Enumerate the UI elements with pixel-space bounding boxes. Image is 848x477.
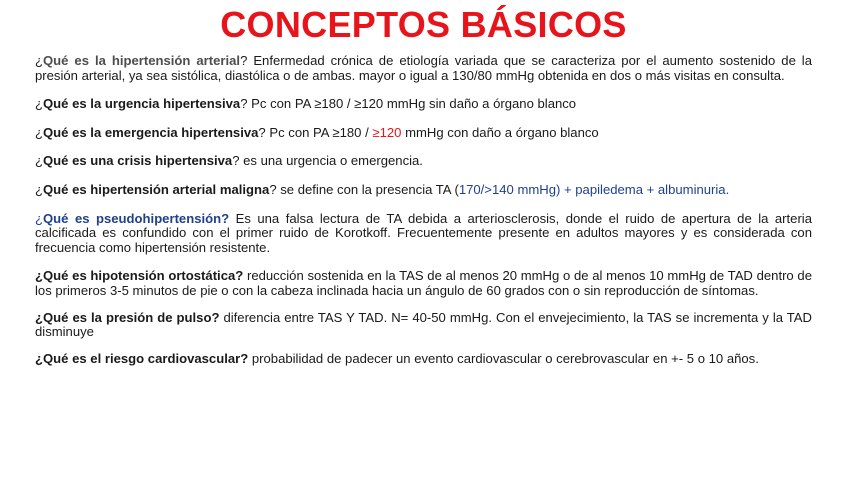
concept-item-hypertension [35, 54, 812, 83]
question-close-mark: ? [240, 53, 248, 68]
answer-text: se define con la presencia TA ( [276, 181, 459, 197]
question-close-mark: ? [258, 124, 266, 140]
concept-list [35, 54, 812, 366]
concept-item-pseudohypertension [35, 212, 812, 256]
question-open-mark: ¿ [35, 96, 43, 112]
question-label: ¿Qué es hipotensión ortostática? [35, 268, 244, 284]
question-label: Qué es pseudohipertensión? [43, 210, 230, 226]
question-label: Qué es la hipertensión arterial [43, 53, 241, 68]
concept-item-cardiovascular-risk [35, 352, 812, 367]
question-open-mark: ¿ [35, 210, 43, 226]
concept-item-orthostatic [35, 269, 812, 298]
answer-text: es una urgencia o emergencia. [239, 153, 423, 169]
answer-text: Pc con PA ≥180 / ≥120 mmHg sin daño a órgano blanco [247, 96, 577, 112]
concept-item-urgency [35, 97, 812, 112]
question-open-mark: ¿ [35, 181, 43, 197]
answer-highlight-red: ≥120 [372, 124, 402, 140]
answer-text-tail: mmHg con daño a órgano blanco [401, 124, 599, 140]
concept-item-emergency [35, 126, 812, 141]
question-label: ¿Qué es la presión de pulso? [35, 309, 220, 325]
slide-title: CONCEPTOS BÁSICOS [220, 4, 627, 45]
question-close-mark: ? [269, 181, 277, 197]
answer-highlight-blue: 170/>140 mmHg) + papiledema + albuminuria. [458, 181, 730, 197]
concept-item-crisis [35, 154, 812, 169]
question-open-mark: ¿ [35, 53, 43, 68]
question-label: Qué es la urgencia hipertensiva [43, 96, 241, 112]
question-open-mark: ¿ [35, 153, 43, 169]
question-label: Qué es la emergencia hipertensiva [43, 124, 259, 140]
answer-text: probabilidad de padecer un evento cardiovascular o cerebrovascular en +- 5 o 10 años. [248, 350, 759, 366]
answer-text: Pc con PA ≥180 / [265, 124, 373, 140]
concept-item-pulse-pressure [35, 311, 812, 340]
answer-text: reducción sostenida en la TAS de al menos 20 mmHg o de al menos 10 mmHg de TAD dentro de los primeros 3-5 minutos de pie o con la cabeza inclinada hacia un ángulo de 60 grados con o sin reproducción de síntomas. [35, 268, 812, 298]
question-label: Qué es hipertensión arterial maligna [43, 181, 270, 197]
question-label: ¿Qué es el riesgo cardiovascular? [35, 350, 249, 366]
question-close-mark: ? [240, 96, 248, 112]
question-open-mark: ¿ [35, 124, 43, 140]
question-close-mark: ? [232, 153, 240, 169]
question-label: Qué es una crisis hipertensiva [43, 153, 233, 169]
answer-text: Es una falsa lectura de TA debida a arteriosclerosis, donde el ruido de apertura de la arteria calcificada es confundido con el primer ruido de Korotkoff. Frecuentemente presente en adultos mayores y es considerada con frecuencia como hipertensión resistente. [35, 210, 812, 255]
answer-text: Enfermedad crónica de etiología variada que se caracteriza por el aumento sostenido de la presión arterial, ya sea sistólica, diastólica o de ambas. mayor o igual a 130/80 mmHg obtenida en dos o más visitas en consulta. [35, 53, 813, 83]
answer-text: diferencia entre TAS Y TAD. N= 40-50 mmHg. Con el envejecimiento, la TAS se incrementa y la TAD disminuye [35, 309, 813, 340]
concept-item-malignant [35, 183, 812, 198]
